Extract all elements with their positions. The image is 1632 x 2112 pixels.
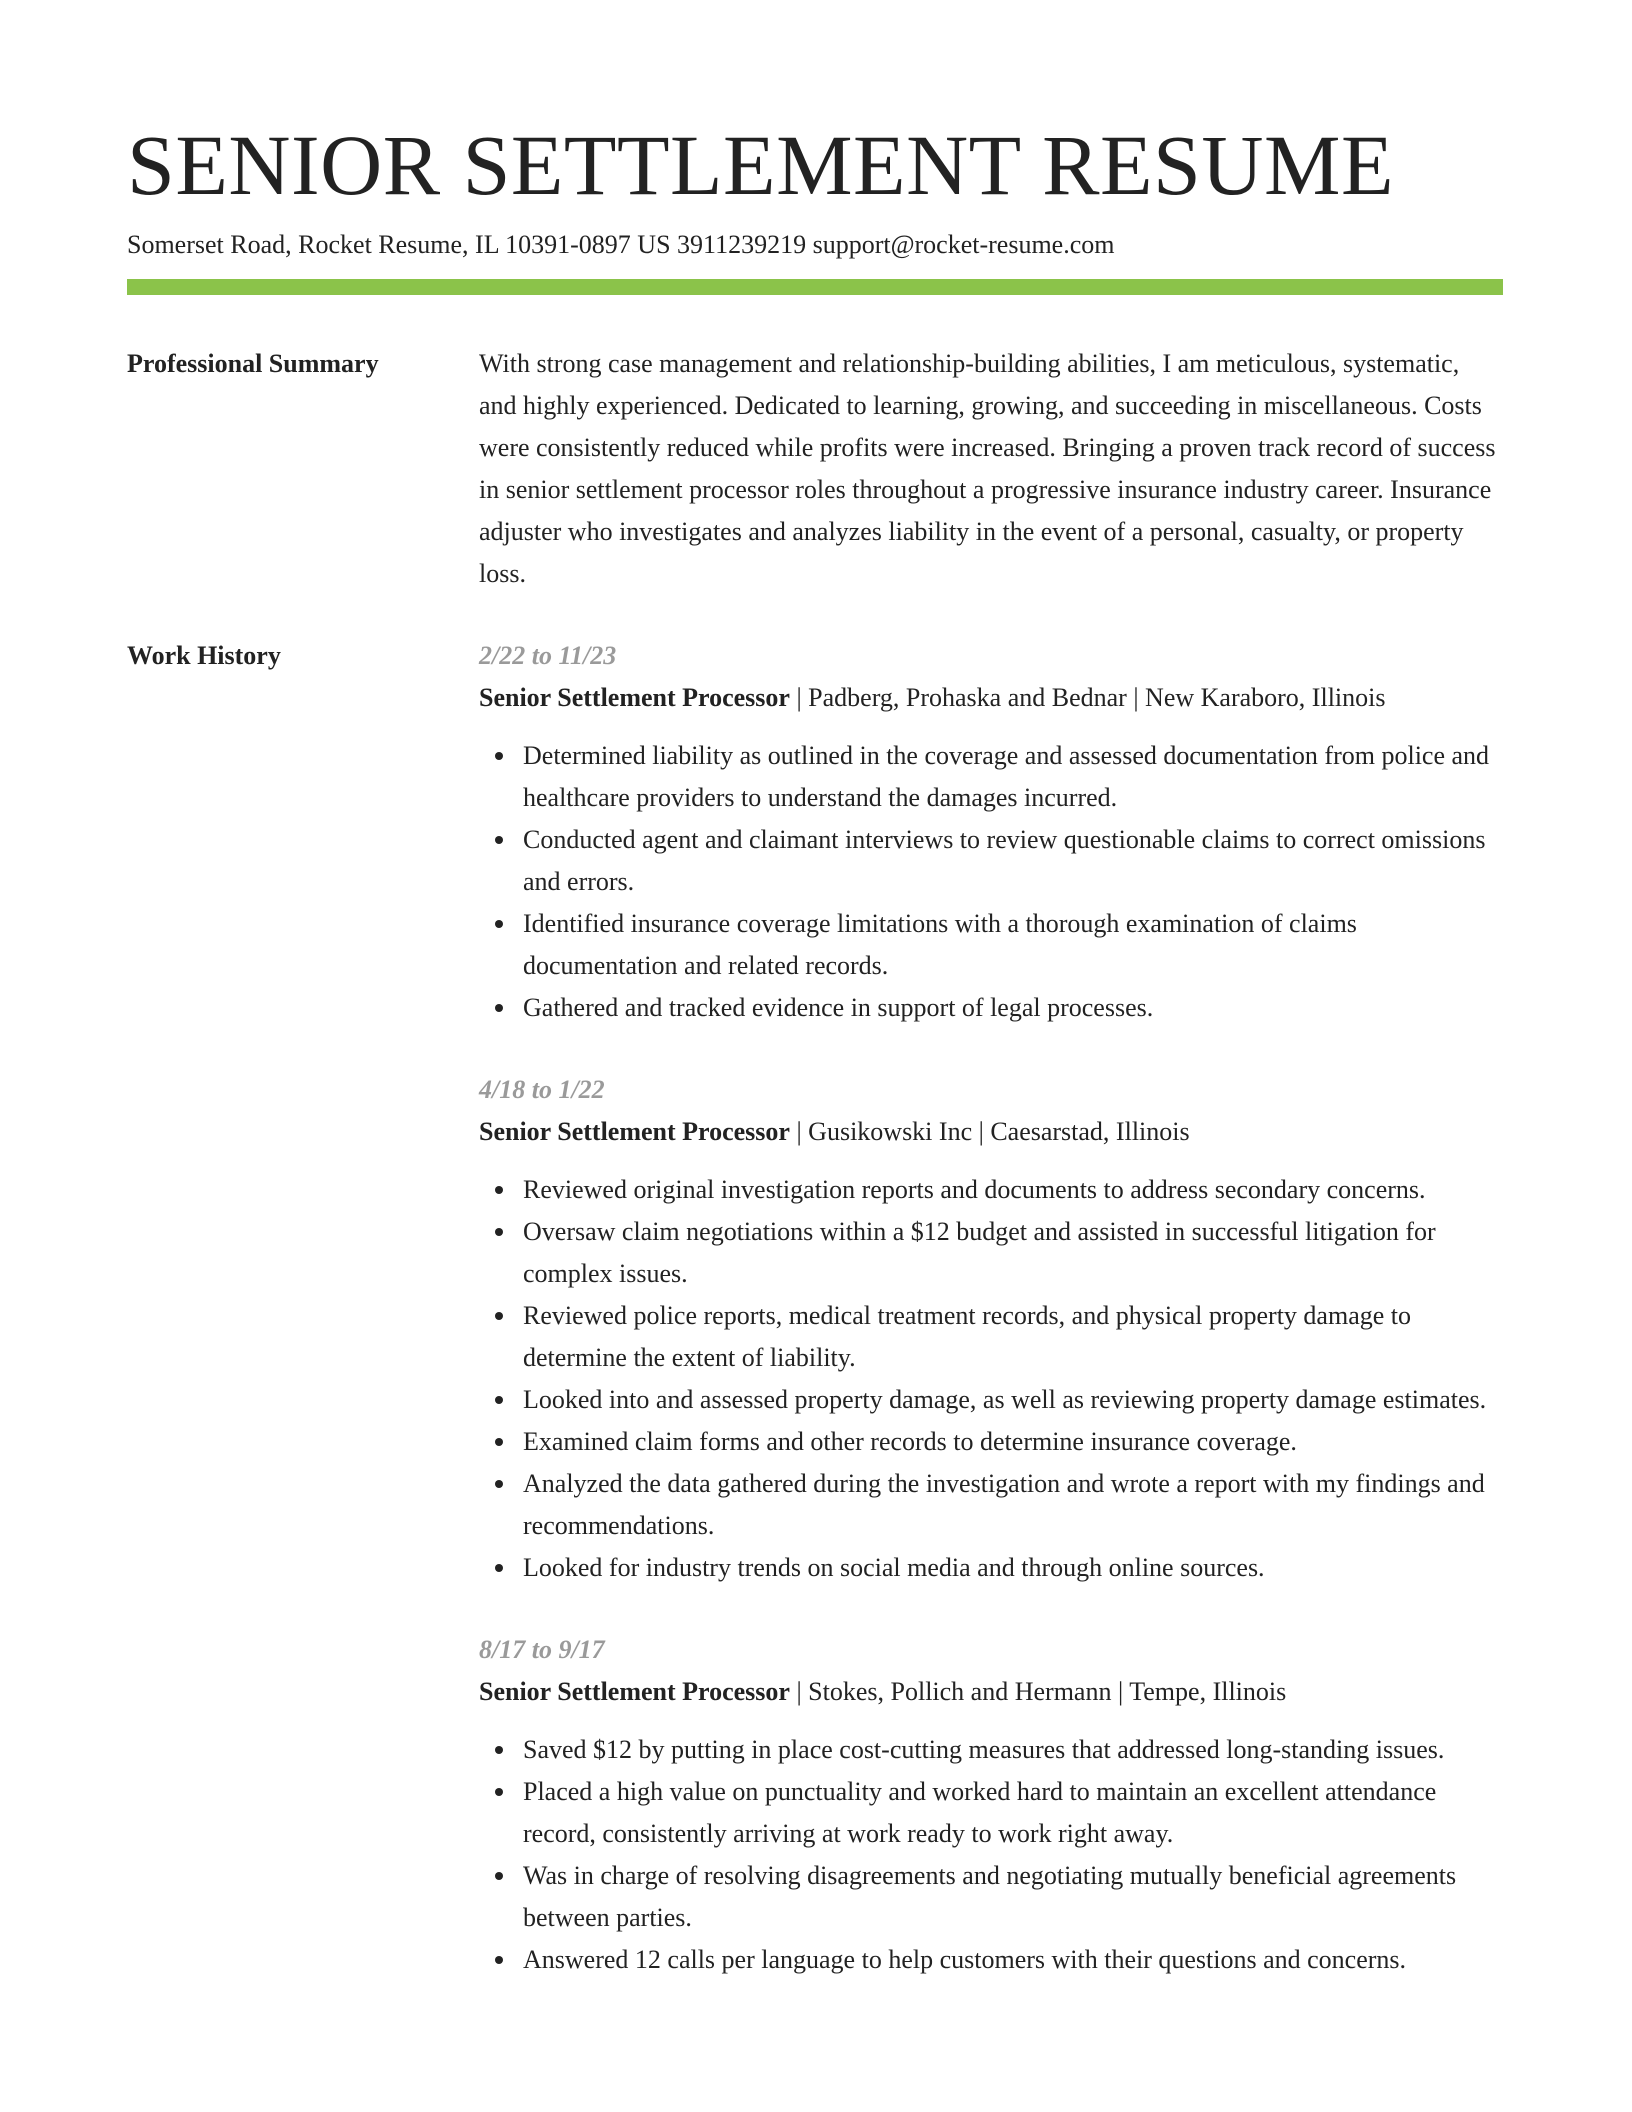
job-dates: 8/17 to 9/17 <box>479 1634 605 1664</box>
job-bullet: Oversaw claim negotiations within a $12 budget and assisted in successful litigation for complex issues. <box>523 1211 1503 1295</box>
job-bullet: Reviewed police reports, medical treatment records, and physical property damage to determine the extent of liability. <box>523 1295 1503 1379</box>
job-title: Senior Settlement Processor <box>479 682 790 712</box>
job-bullet-list <box>479 1169 1503 1589</box>
job-heading <box>479 1111 1503 1153</box>
work-history-heading: Work History <box>127 640 281 670</box>
resume-title: SENIOR SETTLEMENT RESUME <box>127 117 1394 213</box>
job-bullet: Reviewed original investigation reports and documents to address secondary concerns. <box>523 1169 1503 1211</box>
job-bullet: Gathered and tracked evidence in support of legal processes. <box>523 987 1503 1029</box>
work-history-section <box>127 635 1503 1981</box>
job-dates: 4/18 to 1/22 <box>479 1074 605 1104</box>
job-heading <box>479 677 1503 719</box>
job-bullet: Saved $12 by putting in place cost-cutting measures that addressed long-standing issues. <box>523 1729 1503 1771</box>
job-bullet-list <box>479 1729 1503 1981</box>
job-bullet: Identified insurance coverage limitations with a thorough examination of claims documentation and related records. <box>523 903 1503 987</box>
job-entry <box>479 1629 1503 1981</box>
job-bullet: Answered 12 calls per language to help customers with their questions and concerns. <box>523 1939 1503 1981</box>
job-heading <box>479 1671 1503 1713</box>
job-company-location: | Stokes, Pollich and Hermann | Tempe, Illinois <box>789 1676 1287 1706</box>
job-bullet: Analyzed the data gathered during the investigation and wrote a report with my findings and recommendations. <box>523 1463 1503 1547</box>
accent-divider <box>127 279 1503 295</box>
job-dates: 2/22 to 11/23 <box>479 640 617 670</box>
work-history-list <box>479 635 1503 1981</box>
job-title: Senior Settlement Processor <box>479 1676 790 1706</box>
job-title: Senior Settlement Processor <box>479 1116 790 1146</box>
job-entry <box>479 635 1503 1029</box>
job-bullet-list <box>479 735 1503 1029</box>
contact-line <box>127 227 1503 263</box>
summary-section <box>127 343 1503 595</box>
job-bullet: Was in charge of resolving disagreements and negotiating mutually beneficial agreements between parties. <box>523 1855 1503 1939</box>
job-bullet: Conducted agent and claimant interviews to review questionable claims to correct omissions and errors. <box>523 819 1503 903</box>
job-company-location: | Gusikowski Inc | Caesarstad, Illinois <box>789 1116 1190 1146</box>
summary-text: With strong case management and relationship-building abilities, I am meticulous, systematic, and highly experienced. Dedicated to learning, growing, and succeeding in miscellaneous. Costs were consistently reduced while profits were increased. Bringing a proven track record of success in senior settlement processor roles throughout a progressive insurance industry career. Insurance adjuster who investigates and analyzes liability in the event of a personal, casualty, or property loss. <box>479 348 1496 588</box>
summary-heading: Professional Summary <box>127 348 379 378</box>
contact-email: support@rocket-resume.com <box>812 229 1115 259</box>
job-bullet: Placed a high value on punctuality and worked hard to maintain an excellent attendance record, consistently arriving at work ready to work right away. <box>523 1771 1503 1855</box>
contact-address: Somerset Road, Rocket Resume, IL 10391-0897 US <box>127 229 671 259</box>
contact-phone: 3911239219 <box>677 229 807 259</box>
resume-page <box>127 118 1503 1981</box>
job-bullet: Looked into and assessed property damage, as well as reviewing property damage estimates. <box>523 1379 1503 1421</box>
job-bullet: Determined liability as outlined in the coverage and assessed documentation from police and healthcare providers to understand the damages incurred. <box>523 735 1503 819</box>
job-bullet: Examined claim forms and other records to determine insurance coverage. <box>523 1421 1503 1463</box>
summary-body <box>479 343 1503 595</box>
job-entry <box>479 1069 1503 1589</box>
job-company-location: | Padberg, Prohaska and Bednar | New Karaboro, Illinois <box>789 682 1386 712</box>
job-bullet: Looked for industry trends on social media and through online sources. <box>523 1547 1503 1589</box>
